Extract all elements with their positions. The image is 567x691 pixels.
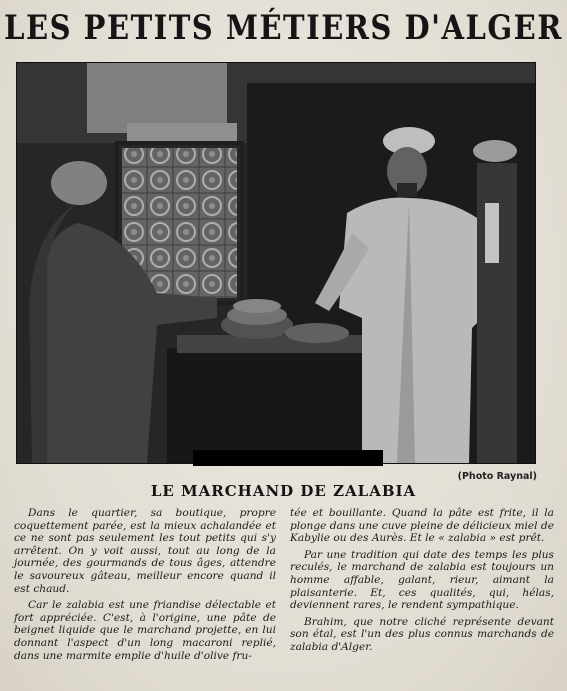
page-headline: LES PETITS MÉTIERS D'ALGER <box>4 8 563 48</box>
article-paragraph: Par une tradition qui date des temps les plus reculés, le marchand de zalabia est toujours un homme affable, galant, rieur, aimant la plaisanterie. Et, ces qualités, qui, hélas, deviennent rares, le rendent sympathique. <box>290 548 554 612</box>
photo-credit: (Photo Raynal) <box>457 471 537 482</box>
article-column-right <box>290 507 554 658</box>
article-paragraph: Car le zalabia est une friandise délectable et fort appréciée. C'est, à l'origine, une pâte de beignet liquide que le marchand projette, en lui donnant l'aspect d'un long macaroni replié, dans une marmite emplie d'huile d'olive fru- <box>14 599 276 662</box>
article-column-left <box>14 507 276 666</box>
article-paragraph: Dans le quartier, sa boutique, propre coquettement parée, est la mieux achalandée et ce ne sont pas seulement les tout petits qui s'y arrêtent. On y voit aussi, tout au long de la journée, des gourmands de tous âges, attendre le savoureux gâteau, meilleur encore quand il est chaud. <box>14 507 276 595</box>
news-photo <box>16 62 536 464</box>
article-paragraph: Brahim, que notre cliché représente devant son étal, est l'un des plus connus marchands de zalabia d'Alger. <box>290 615 554 653</box>
article-paragraph: tée et bouillante. Quand la pâte est frite, il la plonge dans une cuve pleine de délicieux miel de Kabylie ou des Aurès. Et le « zalabia » est prêt. <box>290 507 554 545</box>
article-title: LE MARCHAND DE ZALABIA <box>150 482 417 500</box>
redaction-bar <box>193 450 383 466</box>
